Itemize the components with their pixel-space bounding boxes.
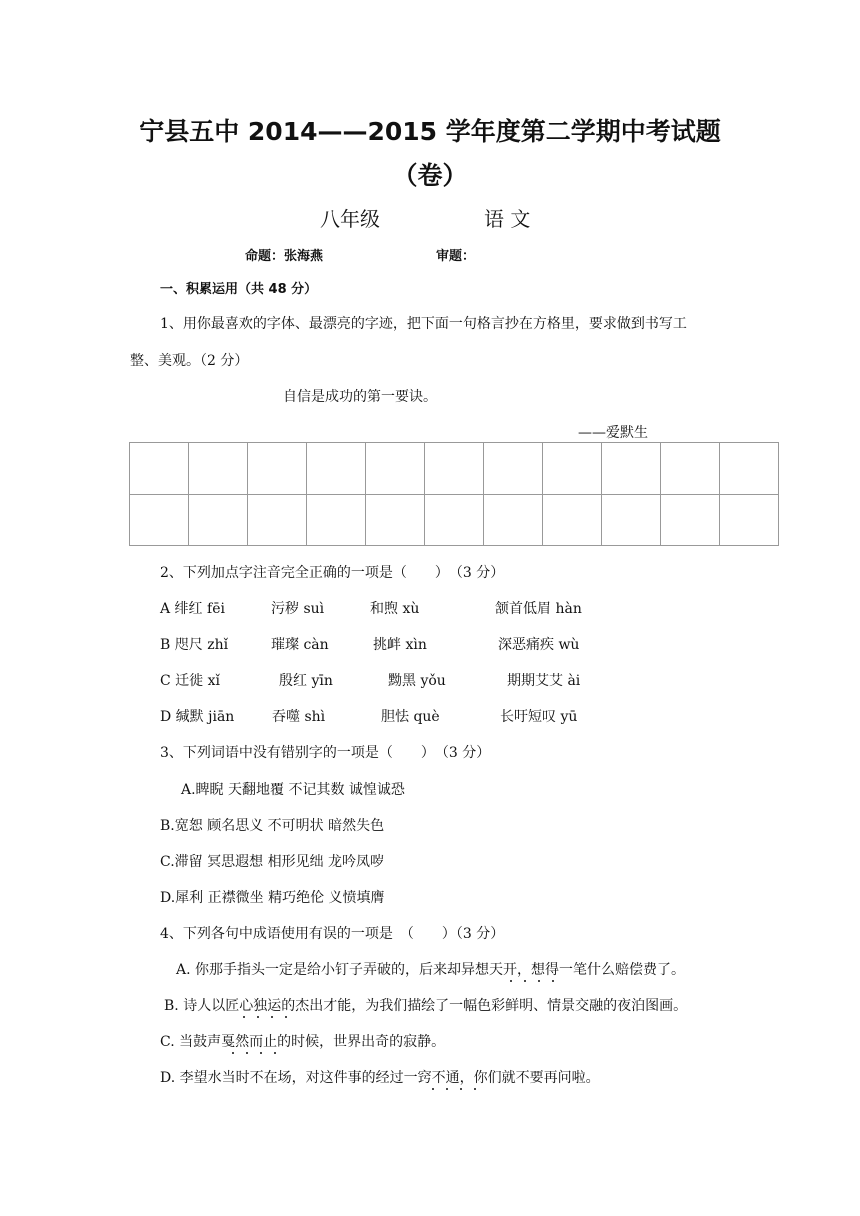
- grid-cell[interactable]: [307, 443, 366, 495]
- q1-quote: 自信是成功的第一要诀。: [283, 389, 437, 405]
- emphasis-dot: [460, 1088, 462, 1090]
- setter-label: 命题：张海燕: [245, 249, 324, 264]
- q1-text-line2: 整、美观。（2 分）: [130, 353, 249, 369]
- grid-cell[interactable]: [543, 443, 602, 495]
- grid-cell[interactable]: [661, 443, 720, 495]
- q2-option-d-4: 长吁短叹 yū: [500, 709, 578, 725]
- section-heading: 一、积累运用（共 48 分）: [160, 282, 318, 297]
- q4-option-d: D. 李望水当时不在场，对这件事的经过一窍不通，你们就不要再问啦。: [160, 1070, 600, 1086]
- emphasis-dot: [432, 1088, 434, 1090]
- q2-option-d-2: 吞噬 shì: [272, 709, 326, 725]
- q4-option-a: A. 你那手指头一定是给小钉子弄破的，后来却异想天开，想得一笔什么赔偿费了。: [176, 962, 686, 978]
- emphasis-dot: [285, 1016, 287, 1018]
- grid-cell[interactable]: [602, 495, 661, 547]
- q2-option-c-2: 殷红 yīn: [279, 673, 333, 689]
- writing-grid[interactable]: [129, 442, 779, 546]
- reviewer-label: 审题：: [436, 249, 476, 264]
- grid-cell[interactable]: [307, 495, 366, 547]
- q2-option-b-4: 深恶痛疾 wù: [498, 637, 580, 653]
- q3-option-d: D.犀利 正襟微坐 精巧绝伦 义愤填膺: [160, 890, 385, 906]
- q3-option-c: C.滞留 冥思遐想 相形见绌 龙吟凤哕: [160, 854, 385, 870]
- q2-option-b-1: B 咫尺 zhǐ: [160, 637, 229, 653]
- exam-title-line2: （卷）: [392, 161, 468, 190]
- q1-author: ——爱默生: [578, 425, 648, 441]
- emphasis-dot: [232, 1052, 234, 1054]
- q2-option-a-3: 和煦 xù: [370, 601, 420, 617]
- emphasis-dot: [243, 1016, 245, 1018]
- q2-option-d-3: 胆怯 què: [381, 709, 440, 725]
- emphasis-dot: [257, 1016, 259, 1018]
- grid-cell[interactable]: [425, 443, 484, 495]
- emphasis-dot: [271, 1016, 273, 1018]
- q4-option-b: B. 诗人以匠心独运的杰出才能，为我们描绘了一幅色彩鲜明、情景交融的夜泊图画。: [164, 998, 688, 1014]
- subject-label: 语 文: [484, 207, 531, 231]
- emphasis-dot: [510, 980, 512, 982]
- grid-cell[interactable]: [602, 443, 661, 495]
- grade-label: 八年级: [320, 207, 380, 231]
- q1-text-line1: 1、用你最喜欢的字体、最漂亮的字迹，把下面一句格言抄在方格里，要求做到书写工: [160, 316, 687, 332]
- grid-cell[interactable]: [543, 495, 602, 547]
- q2-option-a-2: 污秽 suì: [271, 601, 325, 617]
- emphasis-dot: [260, 1052, 262, 1054]
- q2-option-c-1: C 迁徙 xǐ: [160, 673, 220, 689]
- grid-cell[interactable]: [248, 495, 307, 547]
- q4-option-c: C. 当鼓声戛然而止的时候，世界出奇的寂静。: [160, 1034, 446, 1050]
- emphasis-dot: [446, 1088, 448, 1090]
- grid-cell[interactable]: [189, 495, 248, 547]
- grid-cell[interactable]: [189, 443, 248, 495]
- q2-option-d-1: D 缄默 jiān: [160, 709, 235, 725]
- grid-cell[interactable]: [425, 495, 484, 547]
- grid-cell[interactable]: [484, 443, 543, 495]
- q2-stem: 2、下列加点字注音完全正确的一项是（ ） （3 分）: [160, 565, 505, 581]
- q2-option-b-2: 璀璨 càn: [271, 637, 329, 653]
- grid-cell[interactable]: [720, 443, 779, 495]
- emphasis-dot: [246, 1052, 248, 1054]
- grid-cell[interactable]: [366, 443, 425, 495]
- grid-cell[interactable]: [248, 443, 307, 495]
- q2-option-a-4: 颔首低眉 hàn: [495, 601, 582, 617]
- q2-option-a-1: A 绯红 fēi: [160, 601, 225, 617]
- q3-option-b: B.宽恕 顾名思义 不可明状 暗然失色: [160, 818, 385, 834]
- emphasis-dot: [274, 1052, 276, 1054]
- emphasis-dot: [538, 980, 540, 982]
- q3-option-a: A.睥睨 天翻地覆 不记其数 诚惶诚恐: [181, 782, 405, 798]
- emphasis-dot: [524, 980, 526, 982]
- emphasis-dot: [552, 980, 554, 982]
- grid-cell[interactable]: [130, 443, 189, 495]
- grid-cell[interactable]: [661, 495, 720, 547]
- q2-option-c-3: 黝黑 yǒu: [388, 673, 446, 689]
- q4-stem: 4、下列各句中成语使用有误的一项是 （ ）（3 分）: [160, 926, 505, 942]
- grid-cell[interactable]: [720, 495, 779, 547]
- grid-cell[interactable]: [484, 495, 543, 547]
- grid-cell[interactable]: [130, 495, 189, 547]
- q3-stem: 3、下列词语中没有错别字的一项是（ ） （3 分）: [160, 745, 491, 761]
- q2-option-c-4: 期期艾艾 ài: [507, 673, 581, 689]
- grid-cell[interactable]: [366, 495, 425, 547]
- emphasis-dot: [474, 1088, 476, 1090]
- exam-title-line1: 宁县五中 2014——2015 学年度第二学期中考试题: [139, 117, 721, 146]
- q2-option-b-3: 挑衅 xìn: [373, 637, 427, 653]
